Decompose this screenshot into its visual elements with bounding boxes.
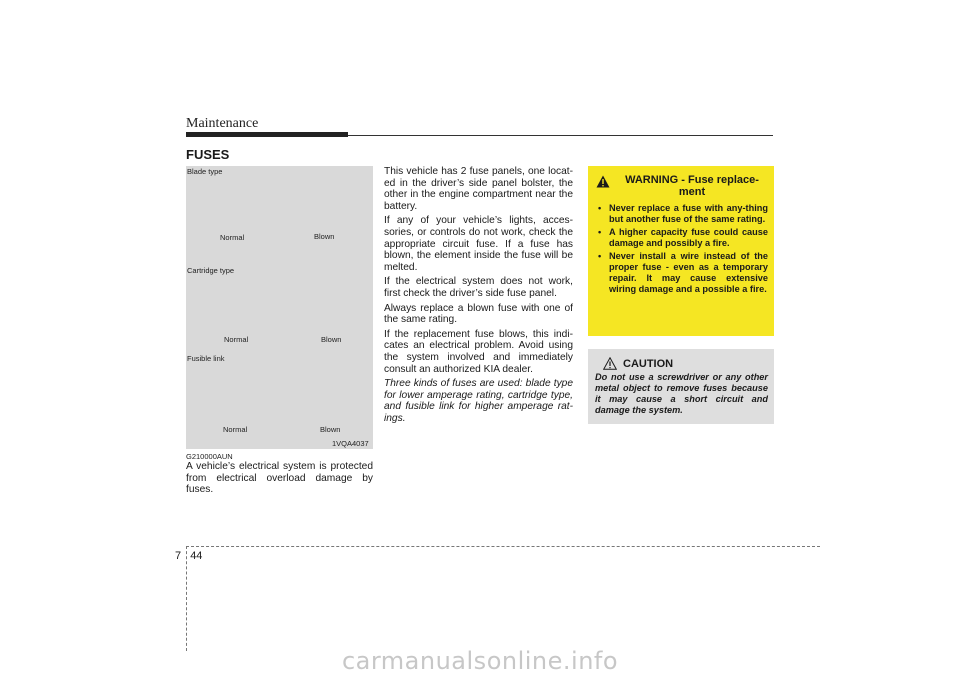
caution-header — [603, 357, 768, 370]
chapter-number: 7 — [175, 550, 182, 562]
figure-label-fusible-normal: Normal — [223, 425, 248, 434]
figure-label-blade-blown: Blown — [314, 232, 335, 241]
warning-header — [596, 174, 768, 198]
warning-icon — [596, 175, 610, 188]
page-number-block — [175, 550, 202, 562]
document-code: G210000AUN — [186, 452, 233, 461]
paragraph-fuse-panels: This vehicle has 2 fuse panels, one locat-ed in the driver’s side panel bolster, the other in the engine compartment near the battery. — [384, 166, 573, 212]
figure-label-cartridge-normal: Normal — [224, 335, 249, 344]
figure-label-cartridge-type: Cartridge type — [187, 266, 235, 275]
watermark: carmanualsonline.info — [341, 647, 619, 675]
warning-item: • A higher capacity fuse could cause damage and possibly a fire. — [596, 227, 768, 249]
fuse-figure — [186, 166, 373, 449]
footer-rule — [186, 546, 820, 547]
figure-label-fusible-link: Fusible link — [187, 354, 225, 363]
page-number: 44 — [190, 550, 203, 562]
figure-label-fusible-blown: Blown — [320, 425, 341, 434]
chapter-title: Maintenance — [186, 116, 259, 131]
caution-icon — [603, 357, 617, 370]
paragraph-replace-rating: Always replace a blown fuse with one of the same rating. — [384, 302, 573, 326]
caution-title: CAUTION — [623, 357, 674, 370]
header-rule-accent — [186, 132, 348, 137]
paragraph-fuse-kinds: Three kinds of fuses are used: blade type for lower amperage rating, cartridge type, and fusible link for higher amperage rat-ings. — [384, 378, 573, 424]
warning-item: • Never install a wire instead of the proper fuse - even as a temporary repair. It may cause extensive wiring damage and a possible a fire. — [596, 251, 768, 295]
figure-label-blade-normal: Normal — [220, 233, 245, 242]
warning-box — [588, 166, 774, 336]
warning-item: • Never replace a fuse with any-thing but another fuse of the same rating. — [596, 203, 768, 225]
intro-text — [186, 461, 373, 499]
caution-box — [588, 349, 774, 424]
body-column — [384, 166, 573, 427]
section-title: FUSES — [186, 147, 230, 162]
figure-code: 1VQA4037 — [332, 439, 369, 448]
intro-paragraph: A vehicle’s electrical system is protected from electrical overload damage by fuses. — [186, 461, 373, 496]
figure-label-cartridge-blown: Blown — [321, 335, 342, 344]
warning-title: WARNING - Fuse replace-ment — [625, 174, 759, 198]
warning-list — [596, 203, 768, 295]
figure-label-blade-type: Blade type — [187, 167, 223, 176]
paragraph-electrical-problem: If the replacement fuse blows, this indi-cates an electrical problem. Avoid using the system involved and immediately consult an authorized KIA dealer. — [384, 328, 573, 375]
caution-text: Do not use a screwdriver or any other metal object to remove fuses because it may cause a short circuit and damage the system. — [595, 372, 768, 415]
paragraph-check-fuse: If any of your vehicle’s lights, acces-sories, or controls do not work, check the appropriate circuit fuse. If a fuse has blown, the element inside the fuse will be melted. — [384, 215, 573, 273]
paragraph-driver-panel: If the electrical system does not work, first check the driver’s side fuse panel. — [384, 276, 573, 299]
